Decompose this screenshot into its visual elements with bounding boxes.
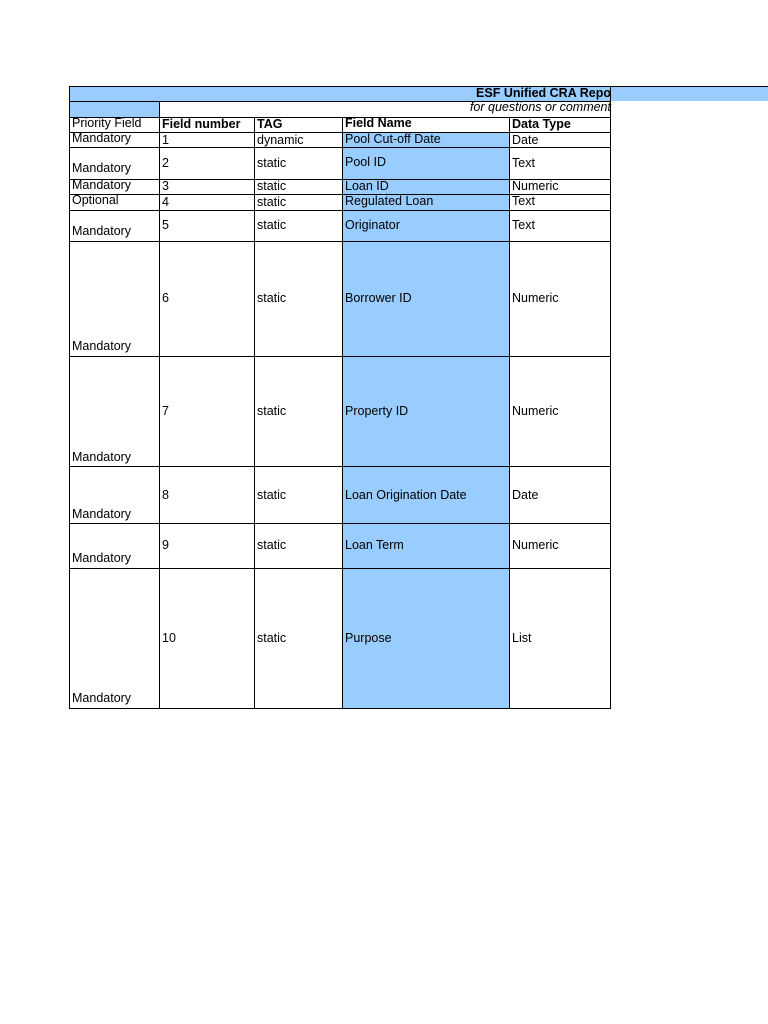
header-priority-field: Priority Field [72, 116, 142, 130]
grid-line [69, 86, 70, 709]
grid-line [69, 568, 611, 569]
cell-tag: static [257, 404, 287, 418]
subtitle-band-left [70, 101, 160, 117]
cell-field-number: 9 [162, 538, 169, 552]
cell-field-number: 5 [162, 218, 169, 232]
cell-data-type: Date [512, 133, 539, 147]
grid-line [69, 101, 611, 102]
grid-line [159, 101, 160, 709]
cell-field-number: 10 [162, 631, 176, 645]
grid-line [69, 147, 611, 148]
cell-field-name: Pool Cut-off Date [345, 132, 441, 146]
cell-priority: Mandatory [72, 551, 132, 565]
cell-data-type: Text [512, 194, 535, 208]
cell-data-type: Numeric [512, 538, 559, 552]
grid-line [69, 466, 611, 467]
cell-data-type: Numeric [512, 404, 559, 418]
cell-tag: static [257, 291, 287, 305]
header-field-name: Field Name [345, 116, 412, 130]
grid-line [69, 708, 611, 709]
cell-field-name: Borrower ID [345, 291, 412, 305]
cell-tag: static [257, 488, 287, 502]
cell-data-type: Text [512, 218, 535, 232]
sheet-subtitle: for questions or comment [469, 100, 611, 114]
cell-field-number: 2 [162, 156, 169, 170]
cell-field-number: 1 [162, 133, 169, 147]
cell-field-name: Pool ID [345, 155, 386, 169]
cell-priority: Optional [72, 193, 119, 207]
grid-line [69, 117, 611, 118]
cell-tag: static [257, 195, 287, 209]
cell-field-number: 4 [162, 195, 169, 209]
cell-data-type: Text [512, 156, 535, 170]
cell-data-type: Numeric [512, 291, 559, 305]
cell-data-type: Date [512, 488, 539, 502]
cell-priority: Mandatory [72, 339, 132, 353]
cell-field-name: Regulated Loan [345, 194, 434, 208]
cell-priority: Mandatory [72, 450, 132, 464]
cell-priority: Mandatory [72, 131, 132, 145]
header-tag: TAG [257, 117, 283, 131]
cell-tag: static [257, 218, 287, 232]
cell-field-number: 8 [162, 488, 169, 502]
cell-field-name: Loan Origination Date [345, 488, 467, 502]
grid-line [610, 86, 611, 709]
cell-priority: Mandatory [72, 161, 132, 175]
cell-tag: static [257, 156, 287, 170]
header-data-type: Data Type [512, 117, 571, 131]
cell-field-name: Loan Term [345, 538, 404, 552]
grid-line [69, 210, 611, 211]
cell-field-name: Originator [345, 218, 400, 232]
cell-priority: Mandatory [72, 224, 132, 238]
cell-priority: Mandatory [72, 178, 132, 192]
cell-field-number: 6 [162, 291, 169, 305]
cell-tag: static [257, 631, 287, 645]
cell-field-number: 3 [162, 179, 169, 193]
cell-tag: dynamic [257, 133, 304, 147]
grid-line [509, 117, 510, 709]
cell-priority: Mandatory [72, 691, 132, 705]
cell-data-type: List [512, 631, 532, 645]
cell-tag: static [257, 179, 287, 193]
cell-data-type: Numeric [512, 179, 559, 193]
sheet-title: ESF Unified CRA Repo [476, 86, 611, 100]
cell-field-name: Property ID [345, 404, 409, 418]
grid-line [69, 86, 768, 87]
cell-priority: Mandatory [72, 507, 132, 521]
grid-line [69, 356, 611, 357]
grid-line [254, 117, 255, 709]
grid-line [342, 117, 343, 709]
title-band [70, 86, 768, 101]
header-field-number: Field number [162, 117, 241, 131]
grid-line [69, 523, 611, 524]
cell-field-name: Purpose [345, 631, 392, 645]
grid-line [69, 241, 611, 242]
cell-field-number: 7 [162, 404, 169, 418]
cell-tag: static [257, 538, 287, 552]
cell-field-name: Loan ID [345, 179, 389, 193]
